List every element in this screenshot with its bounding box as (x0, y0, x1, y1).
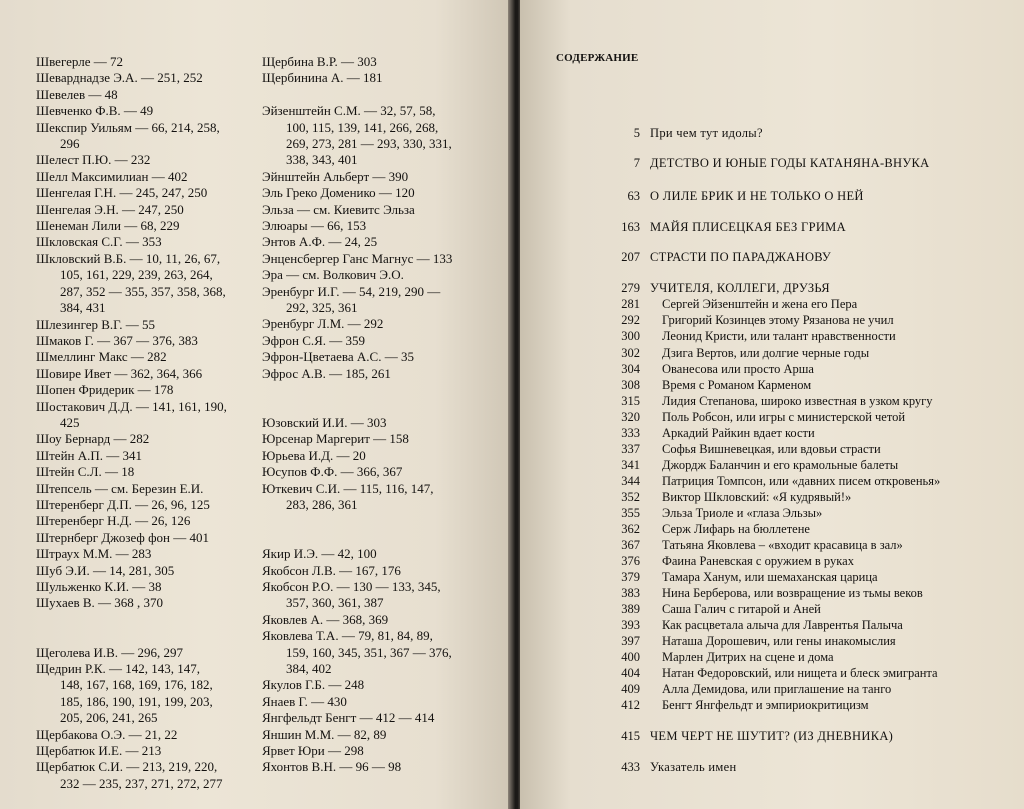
index-entry-text: Юзовский И.И. — 303 (262, 414, 387, 430)
toc-row (600, 522, 1000, 538)
index-entry (36, 54, 258, 70)
index-entry-continuation: 269, 273, 281 — 293, 330, 331, (286, 136, 452, 152)
toc-title: ДЕТСТВО И ЮНЫЕ ГОДЫ КАТАНЯНА-ВНУКА (650, 156, 930, 170)
index-entry-text: Шмаков Г. — 367 — 376, 383 (36, 332, 198, 348)
index-entry-continuation: 205, 206, 241, 265 (60, 710, 158, 726)
index-entry-continuation: 338, 343, 401 (286, 152, 358, 168)
index-entry (36, 317, 258, 333)
toc-row (600, 474, 1000, 490)
index-entry-continuation: 357, 360, 361, 387 (286, 595, 384, 611)
toc-page-number: 409 (621, 682, 640, 696)
toc-row (600, 538, 1000, 554)
index-entry (36, 431, 258, 447)
index-entry-text: Штейн С.Л. — 18 (36, 464, 135, 480)
index-entry (262, 481, 484, 514)
index-entry-continuation: 384, 402 (286, 660, 332, 676)
toc-title: ЧЕМ ЧЕРТ НЕ ШУТИТ? (ИЗ ДНЕВНИКА) (650, 729, 894, 743)
toc-page-number: 333 (621, 426, 640, 440)
toc-page-number: 355 (621, 506, 640, 520)
toc-title: Бенгт Янгфельдт и эмпириокритицизм (662, 698, 869, 712)
index-entry (36, 645, 258, 661)
toc-title: О ЛИЛЕ БРИК И НЕ ТОЛЬКО О НЕЙ (650, 189, 864, 203)
index-entry (36, 218, 258, 234)
toc-title: Леонид Кристи, или талант нравственности (662, 329, 896, 343)
index-entry-text: Щербинина А. — 181 (262, 70, 383, 86)
index-entry (262, 448, 484, 464)
index-entry (262, 103, 484, 169)
index-entry-text: Шелест П.Ю. — 232 (36, 152, 151, 168)
index-entry-text: Якобсон Р.О. — 130 — 133, 345, (262, 578, 441, 594)
index-entry-text: Щеголева И.В. — 296, 297 (36, 644, 184, 660)
index-entry (36, 70, 258, 86)
toc-title: Натан Федоровский, или нищета и блеск эмигранта (662, 666, 938, 680)
index-entry (262, 431, 484, 447)
index-entry (262, 333, 484, 349)
index-entry (36, 87, 258, 103)
index-entry-text: Шлезингер В.Г. — 55 (36, 316, 155, 332)
index-entry-text: Штеренберг Н.Д. — 26, 126 (36, 513, 191, 529)
index-entry-text: Юрьева И.Д. — 20 (262, 447, 366, 463)
toc-row (600, 313, 1000, 329)
toc-page-number: 393 (621, 618, 640, 632)
toc-page-number: 304 (621, 362, 640, 376)
toc-title: Тамара Ханум, или шемаханская царица (662, 570, 878, 584)
toc-row (600, 378, 1000, 394)
toc-row (600, 602, 1000, 618)
index-entry-continuation: 185, 186, 190, 191, 199, 203, (60, 693, 213, 709)
index-entry-text: Шкловский В.Б. — 10, 11, 26, 67, (36, 250, 221, 266)
toc-row (600, 570, 1000, 586)
index-entry-text: Штепсель — см. Березин Е.И. (36, 480, 204, 496)
toc-page-number: 362 (621, 522, 640, 536)
index-entry-continuation: 384, 431 (60, 300, 106, 316)
index-entry-text: Юткевич С.И. — 115, 116, 147, (262, 480, 434, 496)
index-entry (262, 185, 484, 201)
index-entry-continuation: 105, 161, 229, 239, 263, 264, (60, 267, 213, 283)
index-entry-text: Шкловская С.Г. — 353 (36, 234, 162, 250)
toc-page-number: 7 (633, 156, 640, 170)
toc-page-number: 352 (621, 490, 640, 504)
index-entry (262, 218, 484, 234)
index-entry (262, 234, 484, 250)
index-entry (262, 759, 484, 775)
toc-page-number: 163 (621, 220, 640, 234)
toc-row (600, 346, 1000, 362)
index-entry (36, 579, 258, 595)
toc-title: Виктор Шкловский: «Я кудрявый!» (662, 490, 852, 504)
index-entry (262, 316, 484, 332)
index-entry-continuation: 292, 325, 361 (286, 300, 358, 316)
index-entry (36, 448, 258, 464)
toc-row (600, 490, 1000, 506)
index-entry-text: Шостакович Д.Д. — 141, 161, 190, (36, 398, 227, 414)
index-entry (36, 120, 258, 153)
toc-title: Лидия Степанова, широко известная в узком кругу (662, 394, 933, 408)
index-entry-continuation: 232 — 235, 237, 271, 272, 277 (60, 775, 223, 791)
index-entry (262, 284, 484, 317)
index-entry-text: Щербакова О.Э. — 21, 22 (36, 726, 178, 742)
toc-page-number: 379 (621, 570, 640, 584)
toc-row (600, 189, 1000, 205)
index-entry-text: Щербатюк И.Е. — 213 (36, 743, 162, 759)
index-entry-text: Шовире Ивет — 362, 364, 366 (36, 365, 203, 381)
toc-page-number: 367 (621, 538, 640, 552)
index-entry (36, 333, 258, 349)
toc-page-number: 279 (621, 281, 640, 295)
index-entry-text: Штеренберг Д.П. — 26, 96, 125 (36, 496, 210, 512)
toc-row (600, 618, 1000, 634)
index-entry-text: Штейн А.П. — 341 (36, 447, 143, 463)
toc-row (600, 729, 1000, 745)
toc-row (600, 297, 1000, 313)
index-entry-text: Эра — см. Волкович Э.О. (262, 267, 404, 283)
toc-title: СТРАСТИ ПО ПАРАДЖАНОВУ (650, 250, 832, 264)
toc-row (600, 281, 1000, 297)
index-entry (36, 661, 258, 727)
index-entry-text: Шеварднадзе Э.А. — 251, 252 (36, 70, 203, 86)
index-entry-continuation: 148, 167, 168, 169, 176, 182, (60, 677, 213, 693)
index-entry (262, 563, 484, 579)
index-column-2 (262, 54, 484, 776)
toc-row (600, 650, 1000, 666)
toc-title: Эльза Триоле и «глаза Эльзы» (662, 506, 823, 520)
index-entry (262, 628, 484, 677)
index-entry (36, 563, 258, 579)
toc-page-number: 337 (621, 442, 640, 456)
toc-page-number: 341 (621, 458, 640, 472)
index-entry-text: Эйнштейн Альберт — 390 (262, 168, 409, 184)
index-entry-text: Якир И.Э. — 42, 100 (262, 546, 377, 562)
index-entry-text: Штернберг Джозеф фон — 401 (36, 529, 209, 545)
index-entry (36, 169, 258, 185)
toc-page-number: 404 (621, 666, 640, 680)
toc-row (600, 634, 1000, 650)
toc-page-number: 433 (621, 760, 640, 774)
toc-row (600, 126, 1000, 142)
index-entry-text: Шенеман Лили — 68, 229 (36, 218, 180, 234)
index-entry-continuation: 296 (60, 136, 80, 152)
toc-page-number: 5 (633, 126, 640, 140)
toc-row (600, 554, 1000, 570)
index-entry (262, 710, 484, 726)
toc-row (600, 329, 1000, 345)
index-entry-text: Щербатюк С.И. — 213, 219, 220, (36, 759, 218, 775)
toc-page-number: 400 (621, 650, 640, 664)
toc-page-number: 320 (621, 410, 640, 424)
index-entry (262, 202, 484, 218)
contents-heading: СОДЕРЖАНИЕ (556, 52, 639, 64)
index-entry (36, 743, 258, 759)
index-entry-text: Яковлев А. — 368, 369 (262, 611, 389, 627)
index-entry (36, 366, 258, 382)
toc-row (600, 682, 1000, 698)
index-entry-text: Якулов Г.Б. — 248 (262, 677, 365, 693)
index-entry-text: Шопен Фридерик — 178 (36, 382, 174, 398)
index-entry (36, 464, 258, 480)
index-entry-continuation: 425 (60, 414, 80, 430)
toc-page-number: 207 (621, 250, 640, 264)
toc-row (600, 760, 1000, 776)
index-entry-text: Штраух М.М. — 283 (36, 546, 152, 562)
toc-row (600, 156, 1000, 172)
index-entry-text: Эль Греко Доменико — 120 (262, 185, 415, 201)
toc-title: Патриция Томпсон, или «давних писем откровенья» (662, 474, 941, 488)
toc-title: Дзига Вертов, или долгие черные годы (662, 346, 870, 360)
index-entry (36, 202, 258, 218)
toc-title: Алла Демидова, или приглашение на танго (662, 682, 892, 696)
index-entry (262, 464, 484, 480)
toc-page-number: 308 (621, 378, 640, 392)
index-entry-text: Яковлева Т.А. — 79, 81, 84, 89, (262, 628, 433, 644)
toc-page-number: 415 (621, 729, 640, 743)
index-entry-continuation: 100, 115, 139, 141, 266, 268, (286, 119, 439, 135)
index-entry-text: Элюары — 66, 153 (262, 218, 367, 234)
toc-page-number: 397 (621, 634, 640, 648)
toc-title: Серж Лифарь на бюллетене (662, 522, 810, 536)
toc-title: Наташа Дорошевич, или гены инакомыслия (662, 634, 896, 648)
index-entry (36, 399, 258, 432)
index-entry-text: Шмеллинг Макс — 282 (36, 349, 167, 365)
index-entry (36, 727, 258, 743)
index-entry-text: Шевченко Ф.В. — 49 (36, 103, 154, 119)
toc-row (600, 220, 1000, 236)
toc-title: Аркадий Райкин вдает кости (662, 426, 815, 440)
toc-title: Сергей Эйзенштейн и жена его Пера (662, 297, 858, 311)
index-entry (262, 743, 484, 759)
index-entry (36, 759, 258, 792)
toc-row (600, 586, 1000, 602)
index-entry-text: Шоу Бернард — 282 (36, 431, 150, 447)
index-entry (36, 103, 258, 119)
toc-title: Как расцветала алыча для Лаврентья Палыча (662, 618, 903, 632)
index-entry (262, 415, 484, 431)
index-entry (36, 497, 258, 513)
index-entry (36, 382, 258, 398)
toc-row (600, 506, 1000, 522)
index-entry-text: Эльза — см. Киевитс Эльза (262, 201, 415, 217)
toc-row (600, 666, 1000, 682)
toc-row (600, 458, 1000, 474)
index-entry-text: Швегерле — 72 (36, 54, 123, 69)
toc-title: Нина Берберова, или возвращение из тьмы веков (662, 586, 923, 600)
index-entry (36, 185, 258, 201)
index-entry (36, 595, 258, 611)
toc-row (600, 394, 1000, 410)
index-entry (262, 727, 484, 743)
index-entry-continuation: 159, 160, 345, 351, 367 — 376, (286, 644, 452, 660)
toc-page-number: 302 (621, 346, 640, 360)
index-entry (36, 513, 258, 529)
toc-page-number: 63 (627, 189, 640, 203)
toc-page-number: 412 (621, 698, 640, 712)
toc-page-number: 389 (621, 602, 640, 616)
index-entry-text: Щербина В.Р. — 303 (262, 54, 377, 69)
toc-title: МАЙЯ ПЛИСЕЦКАЯ БЕЗ ГРИМА (650, 220, 846, 234)
index-entry-text: Шенгелая Г.Н. — 245, 247, 250 (36, 185, 208, 201)
toc-title: Татьяна Яковлева – «входит красавица в зал» (662, 538, 903, 552)
index-entry-text: Эфрос А.В. — 185, 261 (262, 365, 391, 381)
index-entry (262, 677, 484, 693)
index-entry (262, 70, 484, 86)
index-entry (262, 546, 484, 562)
index-entry-text: Энценсбергер Ганс Магнус — 133 (262, 250, 453, 266)
toc-title: Марлен Дитрих на сцене и дома (662, 650, 834, 664)
index-entry (262, 694, 484, 710)
index-entry-text: Эренбург И.Г. — 54, 219, 290 — (262, 283, 441, 299)
toc-title: Саша Галич с гитарой и Аней (662, 602, 821, 616)
toc-title: Фаина Раневская с оружием в руках (662, 554, 854, 568)
index-entry (262, 612, 484, 628)
index-entry (36, 481, 258, 497)
index-entry-text: Шуб Э.И. — 14, 281, 305 (36, 562, 175, 578)
index-entry-text: Янаев Г. — 430 (262, 693, 347, 709)
index-entry-text: Юрсенар Маргерит — 158 (262, 431, 409, 447)
index-entry-text: Ярвет Юри — 298 (262, 743, 364, 759)
index-entry (262, 579, 484, 612)
index-entry-text: Шенгелая Э.Н. — 247, 250 (36, 201, 184, 217)
toc-row (600, 410, 1000, 426)
toc-page-number: 344 (621, 474, 640, 488)
index-entry-continuation: 283, 286, 361 (286, 496, 358, 512)
toc-row (600, 250, 1000, 266)
index-entry-text: Эфрон-Цветаева А.С. — 35 (262, 349, 414, 365)
toc-page-number: 376 (621, 554, 640, 568)
toc-page-number: 383 (621, 586, 640, 600)
toc-row (600, 362, 1000, 378)
toc-title: Григорий Козинцев этому Рязанова не учил (662, 313, 894, 327)
index-entry-text: Энтов А.Ф. — 24, 25 (262, 234, 378, 250)
toc-title: УЧИТЕЛЯ, КОЛЛЕГИ, ДРУЗЬЯ (650, 281, 830, 295)
toc-row (600, 442, 1000, 458)
toc-page-number: 300 (621, 329, 640, 343)
index-entry (262, 267, 484, 283)
index-entry (36, 234, 258, 250)
toc-row (600, 698, 1000, 714)
toc-row (600, 426, 1000, 442)
toc-title: Поль Робсон, или игры с министерской четой (662, 410, 906, 424)
toc-page-number: 281 (621, 297, 640, 311)
index-entry-text: Янгфельдт Бенгт — 412 — 414 (262, 710, 435, 726)
toc-title: Указатель имен (650, 760, 737, 774)
index-entry-text: Шекспир Уильям — 66, 214, 258, (36, 119, 220, 135)
index-entry (36, 546, 258, 562)
index-entry-text: Юсупов Ф.Ф. — 366, 367 (262, 464, 403, 480)
index-entry (262, 251, 484, 267)
toc-title: Ованесова или просто Арша (662, 362, 814, 376)
toc-page-number: 292 (621, 313, 640, 327)
index-entry (262, 54, 484, 70)
index-entry (262, 366, 484, 382)
index-entry-text: Эйзенштейн С.М. — 32, 57, 58, (262, 103, 436, 119)
toc-title: При чем тут идолы? (650, 126, 763, 140)
index-entry-text: Шевелев — 48 (36, 86, 118, 102)
index-entry-text: Щедрин Р.К. — 142, 143, 147, (36, 661, 201, 677)
index-entry (262, 169, 484, 185)
index-column-1 (36, 54, 258, 792)
index-entry (36, 349, 258, 365)
index-entry-text: Яхонтов В.Н. — 96 — 98 (262, 759, 402, 775)
index-entry (262, 349, 484, 365)
toc-title: Джордж Баланчин и его крамольные балеты (662, 458, 899, 472)
toc-page-number: 315 (621, 394, 640, 408)
toc-title: Время с Романом Карменом (662, 378, 812, 392)
index-entry-text: Шелл Максимилиан — 402 (36, 168, 188, 184)
contents-page (520, 0, 1024, 809)
index-entry (36, 251, 258, 317)
index-entry-text: Якобсон Л.В. — 167, 176 (262, 562, 401, 578)
index-entry-text: Эфрон С.Я. — 359 (262, 332, 366, 348)
index-entry (36, 530, 258, 546)
index-entry (36, 152, 258, 168)
index-entry-text: Эренбург Л.М. — 292 (262, 316, 384, 332)
index-entry-continuation: 287, 352 — 355, 357, 358, 368, (60, 283, 226, 299)
index-entry-text: Шульженко К.И. — 38 (36, 579, 162, 594)
toc-title: Софья Вишневецкая, или вдовьи страсти (662, 442, 881, 456)
index-entry-text: Шухаев В. — 368 , 370 (36, 595, 164, 611)
index-entry-text: Яншин М.М. — 82, 89 (262, 726, 387, 742)
